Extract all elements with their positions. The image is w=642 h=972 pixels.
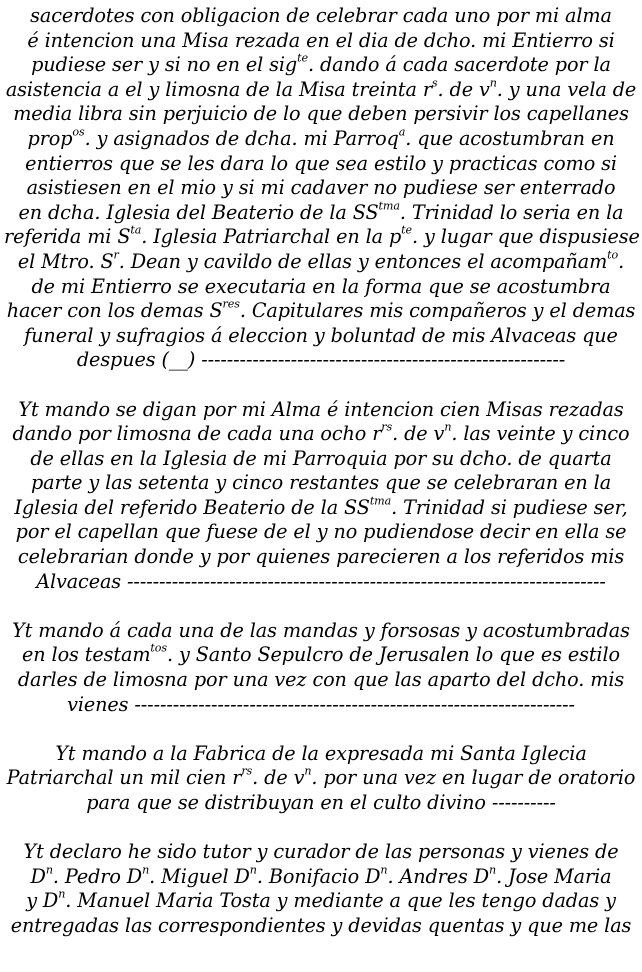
text-line — [4, 496, 638, 521]
text-run: despues (__) --------------------------------------------------------- — [76, 348, 566, 372]
text-line — [4, 201, 638, 226]
text-run: pudiese ser y si no en el sig — [31, 53, 298, 77]
text-line — [4, 668, 638, 693]
text-run: . de v — [437, 77, 490, 101]
text-line — [4, 152, 638, 177]
superscript-abbrev: rs — [241, 764, 253, 778]
text-run: . Andres D — [387, 864, 490, 888]
text-line — [4, 324, 638, 349]
text-line — [4, 889, 638, 914]
superscript-abbrev: r — [113, 248, 119, 262]
text-run: . Trinidad si pudiese ser, — [391, 495, 628, 519]
text-run: sacerdotes con obligacion de celebrar cada uno por mi alma — [30, 4, 612, 27]
text-line — [4, 840, 638, 865]
superscript-abbrev: rs — [381, 420, 393, 434]
text-line — [4, 766, 638, 791]
text-run: . de v — [392, 422, 445, 446]
document-body — [4, 4, 638, 939]
text-run: hacer con los demas S — [6, 299, 223, 323]
superscript-abbrev: te — [297, 51, 308, 65]
text-line — [4, 398, 638, 423]
text-run: en dcha. Iglesia del Beaterio de la SS — [18, 200, 379, 224]
text-run: de ellas en la Iglesia de mi Parroquia por su dcho. de quarta — [30, 446, 612, 470]
text-line — [4, 643, 638, 668]
text-line — [4, 275, 638, 300]
superscript-abbrev: to — [607, 248, 619, 262]
superscript-abbrev: os — [72, 125, 85, 139]
text-line — [4, 422, 638, 447]
superscript-abbrev: n — [304, 764, 312, 778]
text-run: D — [30, 864, 46, 888]
text-run: parte y las setenta y cinco restantes que se celebraran en la — [30, 471, 612, 495]
text-line — [4, 619, 638, 644]
text-line — [4, 865, 638, 890]
text-line — [4, 570, 638, 595]
paragraph — [4, 619, 638, 717]
text-run: Patriarchal un mil cien r — [6, 766, 242, 790]
text-run: . Jose Maria — [496, 864, 612, 888]
text-run: Yt mando se digan por mi Alma é intencion cien Misas rezadas — [18, 397, 624, 421]
text-line — [4, 127, 638, 152]
text-run: . Dean y cavildo de ellas y entonces el acompañam — [118, 249, 608, 273]
superscript-abbrev: n — [58, 887, 66, 901]
text-line — [4, 791, 638, 816]
text-line — [4, 102, 638, 127]
text-run: é intencion una Misa rezada en el dia de dcho. mi Entierro si — [27, 28, 615, 52]
text-run: . y una vela de — [496, 77, 637, 101]
text-run: . de v — [252, 766, 305, 790]
superscript-abbrev: n — [489, 76, 497, 90]
paragraph — [4, 398, 638, 595]
text-run: . Manuel Maria Tosta y mediante a que les tengo dadas y — [65, 889, 616, 913]
text-run: . dando á cada sacerdote por la — [307, 53, 611, 77]
text-line — [4, 447, 638, 472]
text-run: dando por limosna de cada una ocho r — [12, 422, 382, 446]
text-run: y D — [26, 889, 59, 913]
text-run: Iglesia del referido Beaterio de la SS — [14, 495, 370, 519]
text-line — [4, 29, 638, 54]
superscript-abbrev: n — [444, 420, 452, 434]
text-run: vienes --------------------------------------------------------------------- — [67, 692, 575, 716]
text-line — [4, 545, 638, 570]
text-line — [4, 78, 638, 103]
superscript-abbrev: tos — [150, 641, 167, 655]
text-run: de mi Entierro se executaria en la forma que se acostumbra — [31, 274, 611, 298]
text-line — [4, 225, 638, 250]
text-run: Yt mando a la Fabrica de la expresada mi Santa Iglecia — [55, 741, 587, 765]
text-run: prop — [27, 126, 73, 150]
text-run: . Capitulares mis compañeros y el demas — [239, 299, 636, 323]
text-line — [4, 520, 638, 545]
superscript-abbrev: s — [431, 76, 438, 90]
text-line — [4, 471, 638, 496]
paragraph — [4, 840, 638, 938]
text-run: entregadas las correspondientes y devidas quentas y que me las — [10, 913, 632, 937]
superscript-abbrev: res — [222, 297, 240, 311]
superscript-abbrev: tma — [369, 494, 392, 508]
text-run: entierros que se les dara lo que sea estilo y practicas como si — [25, 151, 617, 175]
superscript-abbrev: ta — [130, 223, 142, 237]
text-run: . que acostumbran en — [405, 126, 615, 150]
text-run: . Pedro D — [52, 864, 143, 888]
text-run: Yt mando á cada una de las mandas y forsosas y acostumbradas — [12, 618, 630, 642]
text-run: . Trinidad lo seria en la — [399, 200, 624, 224]
text-run: . y lugar que dispusiese — [412, 225, 640, 249]
text-line — [4, 914, 638, 939]
text-line — [4, 693, 638, 718]
text-run: . por una vez en lugar de oratorio — [311, 766, 636, 790]
superscript-abbrev: tma — [378, 199, 400, 213]
text-run: . Bonifacio D — [256, 864, 381, 888]
text-run: celebrarian donde y por quienes parecieren a los referidos mis — [17, 545, 625, 569]
text-run: . y Santo Sepulcro de Jerusalen lo que es estilo — [167, 643, 620, 667]
text-run: funeral y sufragios á eleccion y boluntad de mis Alvaceas que — [24, 323, 618, 347]
text-line — [4, 348, 638, 373]
paragraph — [4, 742, 638, 816]
text-line — [4, 742, 638, 767]
text-run: en los testam — [22, 643, 151, 667]
superscript-abbrev: n — [45, 863, 53, 877]
text-run: media libra sin perjuicio de lo que deben persivir los capellanes — [13, 102, 629, 126]
text-run: . y asignados de dcha. mi Parroq — [84, 126, 399, 150]
superscript-abbrev: a — [398, 125, 406, 139]
text-run: Yt declaro he sido tutor y curador de las personas y vienes de — [23, 840, 619, 864]
text-run: referida mi S — [4, 225, 131, 249]
text-line — [4, 299, 638, 324]
text-run: por el capellan que fuese de el y no pudiendose decir en ella se — [15, 520, 627, 544]
text-run: . Miguel D — [149, 864, 250, 888]
text-run: asistiesen en el mio y si mi cadaver no pudiese ser enterrado — [26, 176, 616, 200]
text-run: el Mtro. S — [17, 249, 114, 273]
text-run: darles de limosna por una vez con que las aparto del dcho. mis — [17, 668, 625, 692]
text-line — [4, 250, 638, 275]
superscript-abbrev: n — [489, 863, 497, 877]
text-run: para que se distribuyan en el culto divino ---------- — [86, 791, 556, 814]
superscript-abbrev: n — [249, 863, 257, 877]
paragraph — [4, 4, 638, 373]
text-run: . Iglesia Patriarchal en la p — [141, 225, 402, 249]
superscript-abbrev: te — [401, 223, 412, 237]
text-run: Alvaceas --------------------------------------------------------------------------- — [36, 569, 606, 593]
text-line — [4, 4, 638, 29]
text-line — [4, 53, 638, 78]
text-run: . — [618, 249, 625, 273]
superscript-abbrev: n — [380, 863, 388, 877]
text-run: . las veinte y cinco — [451, 422, 630, 446]
text-line — [4, 176, 638, 201]
superscript-abbrev: n — [142, 863, 150, 877]
text-run: asistencia a el y limosna de la Misa treinta r — [5, 77, 432, 101]
